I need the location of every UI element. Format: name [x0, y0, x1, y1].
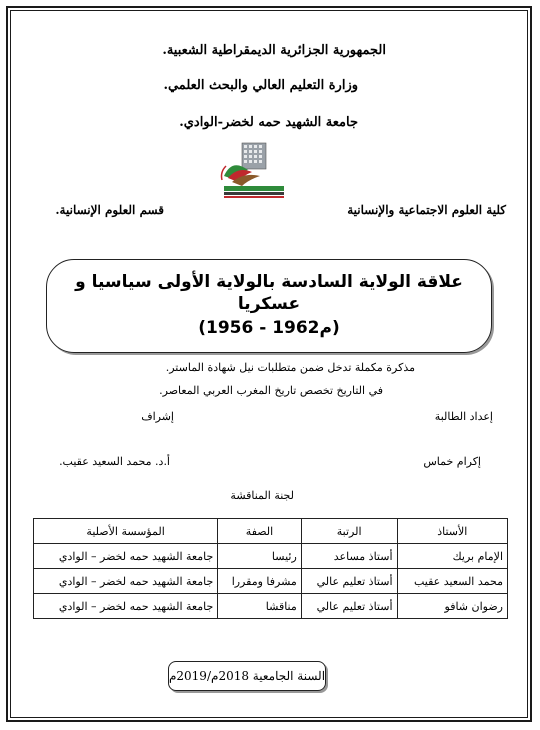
supervisor-name: أ.د. محمد السعيد عقيب. [59, 455, 170, 468]
table-cell: رضوان شافو [397, 594, 507, 619]
prepared-by-label: إعداد الطالبة [434, 410, 493, 423]
table-cell: رئيسا [218, 544, 302, 569]
column-header-professor: الأستاذ [397, 519, 507, 544]
university-logo-icon [218, 142, 288, 200]
department-label: قسم العلوم الإنسانية. [55, 203, 164, 217]
table-cell: مشرفا ومقررا [218, 569, 302, 594]
table-cell: الإمام بريك [397, 544, 507, 569]
table-cell: محمد السعيد عقيب [397, 569, 507, 594]
table-cell: أستاذ مساعد [301, 544, 397, 569]
faculty-label: كلية العلوم الاجتماعية والإنسانية [347, 203, 506, 217]
table-row [34, 594, 508, 619]
table-cell: جامعة الشهيد حمه لخضر – الوادي [34, 544, 218, 569]
table-cell: مناقشا [218, 594, 302, 619]
column-header-institution: المؤسسة الأصلية [34, 519, 218, 544]
committee-table [33, 518, 508, 619]
republic-header: الجمهورية الجزائرية الديمقراطية الشعبية. [162, 43, 386, 58]
academic-year: السنة الجامعية 2018م/2019م [168, 669, 326, 683]
student-name: إكرام خماس [423, 455, 481, 468]
committee-header-row [34, 519, 508, 544]
committee-label: لجنة المناقشة [230, 489, 294, 502]
thesis-period: (1956 - 1962م) [198, 318, 340, 338]
memo-line-1: مذكرة مكملة تدخل ضمن متطلبات نيل شهادة الماستر. [165, 361, 415, 374]
table-row [34, 569, 508, 594]
table-cell: أستاذ تعليم عالي [301, 569, 397, 594]
column-header-role: الصفة [218, 519, 302, 544]
table-cell: جامعة الشهيد حمه لخضر – الوادي [34, 569, 218, 594]
memo-line-2: في التاريخ تخصص تاريخ المغرب العربي المعاصر. [159, 384, 383, 397]
thesis-title: علاقة الولاية السادسة بالولاية الأولى سياسيا و عسكريا [75, 272, 463, 314]
university-header: جامعة الشهيد حمه لخضر-الوادي. [179, 115, 358, 130]
table-cell: جامعة الشهيد حمه لخضر – الوادي [34, 594, 218, 619]
ministry-header: وزارة التعليم العالي والبحث العلمي. [163, 78, 358, 93]
column-header-rank: الرتبة [301, 519, 397, 544]
table-row [34, 544, 508, 569]
table-cell: أستاذ تعليم عالي [301, 594, 397, 619]
supervision-label: إشراف [141, 410, 174, 423]
